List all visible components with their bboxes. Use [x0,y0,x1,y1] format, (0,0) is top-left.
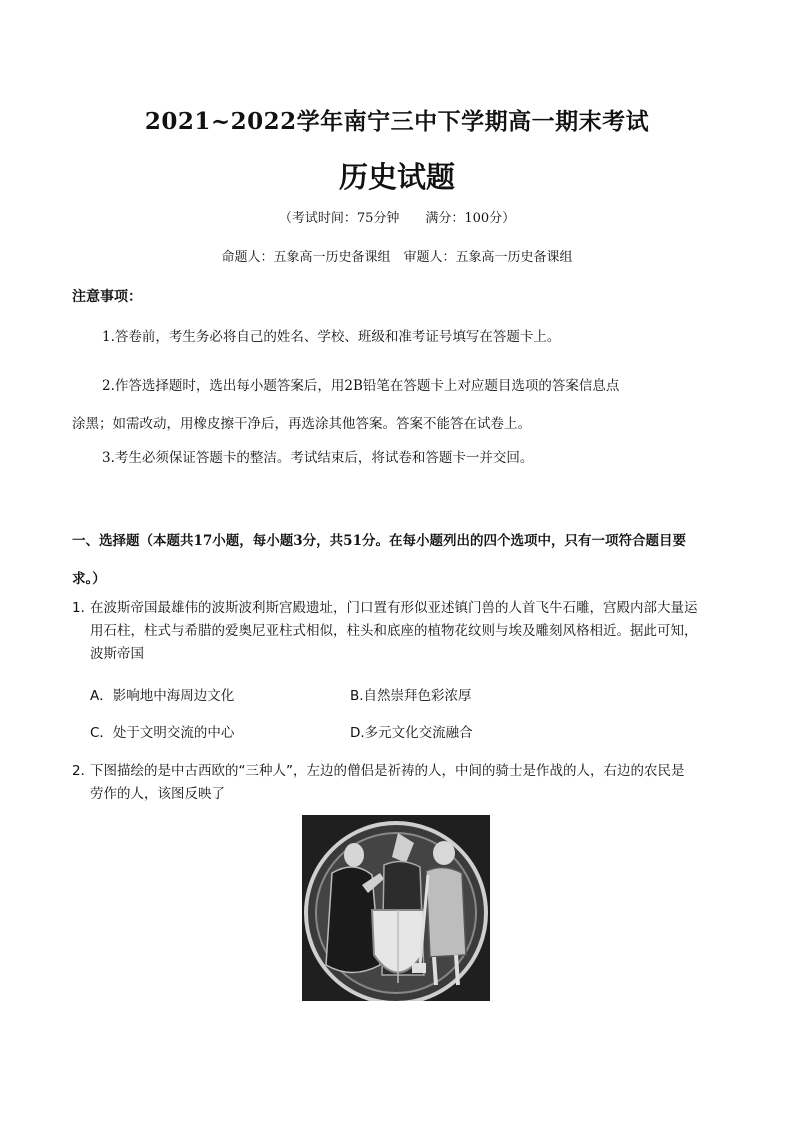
notice-heading: 注意事项： [72,289,142,305]
question-1-line-2: 用石柱，柱式与希腊的爱奥尼亚柱式相似，柱头和底座的植物花纹则与埃及雕刻风格相近。据此可知， [90,623,698,639]
notice-item-1 [72,318,726,356]
notice-item-2-line-1: 2.作答选择题时，选出每小题答案后，用2B铅笔在答题卡上对应题目选项的答案信息点 [102,378,620,394]
section-heading-line-1: 一、选择题（本题共17小题，每小题3分，共51分。在每小题列出的四个选项中，只有一项符合题目要 [72,533,686,549]
exam-title: 2021~2022学年南宁三中下学期高一期末考试 [144,108,650,135]
notice-item-1-text: 1.答卷前，考生务必将自己的姓名、学校、班级和准考证号填写在答题卡上。 [102,329,561,345]
medieval-miniature-image [302,815,490,1001]
question-1-line-1: 在波斯帝国最雄伟的波斯波利斯宫殿遗址，门口置有形似亚述镇门兽的人首飞牛石雕，宫殿内部大量运 [90,600,698,616]
question-1-number: 1． [72,600,95,616]
question-1 [72,597,732,666]
three-estates-illustration [302,815,490,1001]
question-2-line-1: 下图描绘的是中古西欧的“三种人”，左边的僧侣是祈祷的人，中间的骑士是作战的人，右边的农民是 [90,763,685,779]
notice-item-3 [72,439,726,477]
question-2-line-2: 劳作的人，该图反映了 [90,786,225,802]
section-heading-line-2: 求。） [72,571,106,587]
section-heading [72,522,732,598]
q1-option-a: A．影响地中海周边文化 [90,688,235,704]
q1-option-c: C．处于文明交流的中心 [90,725,235,741]
authors-info: 命题人：五象高一历史备课组 审题人：五象高一历史备课组 [221,250,573,265]
q1-option-b: B.自然崇拜色彩浓厚 [350,688,472,704]
question-2 [72,760,732,806]
subject-title: 历史试题 [338,160,455,194]
question-1-line-3: 波斯帝国 [90,646,144,662]
time-info: （考试时间：75分钟 满分：100分） [278,211,516,226]
notice-item-2 [72,367,726,443]
question-2-number: 2． [72,763,95,779]
notice-item-2-line-2: 涂黑；如需改动，用橡皮擦干净后，再选涂其他答案。答案不能答在试卷上。 [72,416,531,432]
notice-item-3-text: 3.考生必须保证答题卡的整洁。考试结束后，将试卷和答题卡一并交回。 [102,450,534,466]
q1-option-d: D.多元文化交流融合 [350,725,473,741]
